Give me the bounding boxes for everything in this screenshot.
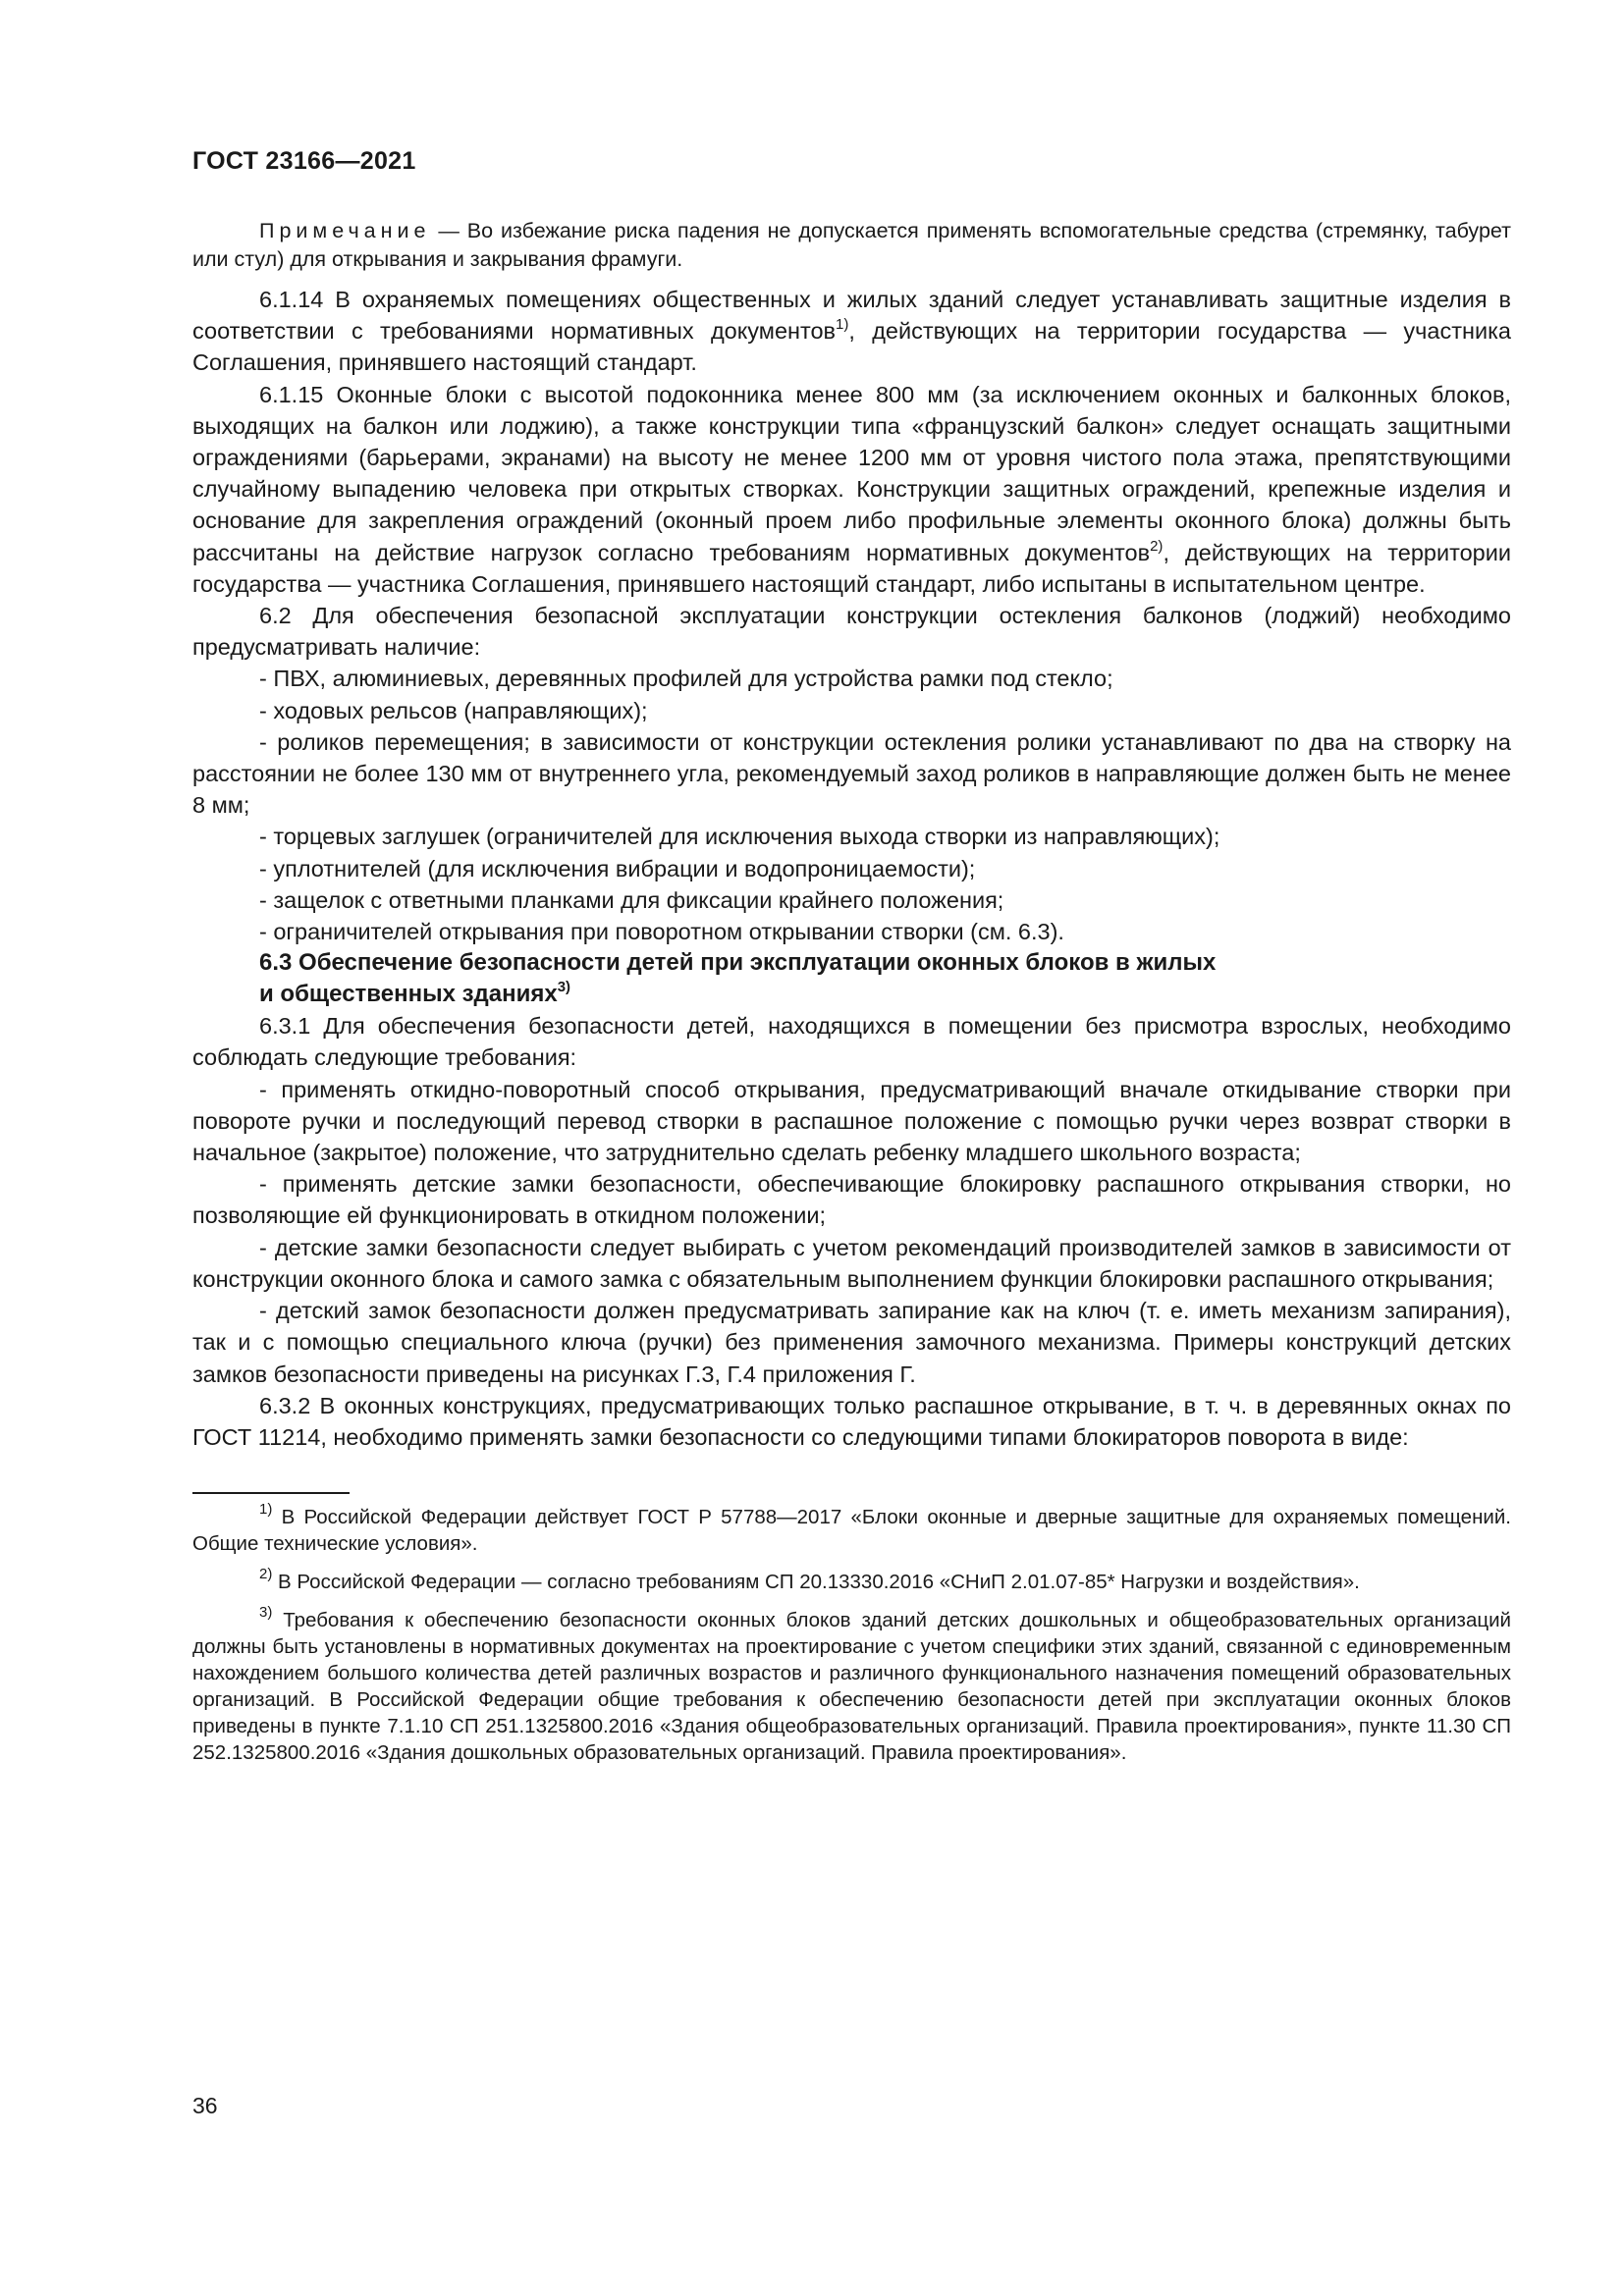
footnote-divider <box>192 1492 350 1494</box>
list-item: - детские замки безопасности следует выбирать с учетом рекомендаций производителей замков в зависимости от конструкции оконного блока и самого замка с обязательным выполнением функции блокировки распашного открывания; <box>192 1234 1511 1292</box>
section-heading-6-3 <box>192 947 1511 1010</box>
paragraph-6-1-15-text-end: , действующих на территории государства — участника Соглашения, принявшего настоящий стандарт, либо испытаны в испытательном центре. <box>192 539 1512 597</box>
list-item: - ПВХ, алюминиевых, деревянных профилей для устройства рамки под стекло; <box>259 666 1113 692</box>
paragraph-6-1-14-text-end: , действующих на территории государства — участника Соглашения, принявшего настоящий стандарт. <box>192 318 1511 376</box>
footnote-3 <box>192 1604 1511 1766</box>
paragraph-6-3-2: 6.3.2 В оконных конструкциях, предусматривающих только распашное открывание, в т. ч. в деревянных окнах по ГОСТ 11214, необходимо применять замки безопасности со следующими типами блокираторов поворота в виде: <box>192 1392 1511 1450</box>
paragraph-6-1-14-text: 6.1.14 В охраняемых помещениях общественных и жилых зданий следует устанавливать защитные изделия в соответствии с требованиями нормативных документов <box>192 287 1511 345</box>
footnote-mark: 2) <box>259 1566 273 1583</box>
paragraph-6-1-15 <box>192 379 1511 600</box>
list-item: - применять откидно-поворотный способ открывания, предусматривающий вначале откидывание створки при повороте ручки и последующий перевод створки в распашное положение с помощью ручки через возврат створки в начальное (закрытое) положение, что затруднительно сделать ребенку младшего школьного возраста; <box>192 1076 1511 1166</box>
page-number: 36 <box>192 2093 218 2118</box>
footnote-mark: 1) <box>259 1501 273 1519</box>
footnote-mark: 3) <box>259 1604 273 1622</box>
list-item: - торцевых заглушек (ограничителей для исключения выхода створки из направляющих); <box>259 824 1220 850</box>
list-item: - роликов перемещения; в зависимости от конструкции остекления ролики устанавливают по два на створку на расстоянии не более 130 мм от внутреннего угла, рекомендуемый заход роликов в направляющие должен быть не менее 8 мм; <box>192 728 1511 819</box>
footnote-2 <box>192 1566 1511 1595</box>
paragraph-6-1-15-text: 6.1.15 Оконные блоки с высотой подоконника менее 800 мм (за исключением оконных и балконных блоков, выходящих на балкон или лоджию), а также конструкции типа «французский балкон» следует оснащать защитными ограждениями (барьерами, экранами) на высоту не менее 1200 мм от уровня чистого пола этажа, препятствующими случайному выпадению человека при открытых створках. Конструкции защитных ограждений, крепежные изделия и основание для закрепления ограждений (оконный проем либо профильные элементы оконного блока) должны быть рассчитаны на действие нагрузок согласно требованиям нормативных документов <box>192 381 1511 565</box>
footnote-ref-1: 1) <box>836 316 849 334</box>
list-item: - детский замок безопасности должен предусматривать запирание как на ключ (т. е. иметь механизм запирания), так и с помощью специального ключа (ручки) без применения замочного механизма. Примеры конструкций детских замков безопасности приведены на рисунках Г.3, Г.4 приложения Г. <box>192 1298 1511 1387</box>
list-item: - применять детские замки безопасности, обеспечивающие блокировку распашного открывания створки, но позволяющие ей функционировать в откидном положении; <box>192 1171 1511 1229</box>
footnote-text: В Российской Федерации действует ГОСТ Р 57788—2017 «Блоки оконные и дверные защитные для охраняемых помещений. Общие технические условия». <box>192 1506 1511 1556</box>
footnote-ref-3: 3) <box>557 979 571 996</box>
note-paragraph <box>192 217 1511 274</box>
footnote-text: В Российской Федерации — согласно требованиям СП 20.13330.2016 «СНиП 2.01.07-85* Нагрузки и воздействия». <box>272 1571 1360 1594</box>
footnotes <box>192 1501 1511 1766</box>
list-item: - уплотнителей (для исключения вибрации и водопроницаемости); <box>259 855 976 881</box>
document-body <box>192 217 1511 1453</box>
footnote-1 <box>192 1501 1511 1557</box>
note-label: Примечание <box>259 219 431 242</box>
document-page <box>192 147 1511 1778</box>
section-heading-line-1: 6.3 Обеспечение безопасности детей при эксплуатации оконных блоков в жилых <box>259 949 1217 977</box>
footnote-ref-2: 2) <box>1150 537 1164 555</box>
list-item: - защелок с ответными планками для фиксации крайнего положения; <box>259 886 1004 913</box>
paragraph-6-1-14 <box>192 284 1511 379</box>
list-item: - ограничителей открывания при поворотном открывании створки (см. 6.3). <box>259 919 1064 945</box>
paragraph-6-3-1: 6.3.1 Для обеспечения безопасности детей, находящихся в помещении без присмотра взрослых, необходимо соблюдать следующие требования: <box>192 1013 1511 1071</box>
note-text: — Во избежание риска падения не допускается применять вспомогательные средства (стремянку, табурет или стул) для открывания и закрывания фрамуги. <box>192 219 1511 271</box>
document-header: ГОСТ 23166—2021 <box>192 147 416 175</box>
section-heading-line-2: и общественных зданиях <box>259 981 558 1008</box>
list-item: - ходовых рельсов (направляющих); <box>259 697 648 723</box>
footnote-text: Требования к обеспечению безопасности оконных блоков зданий детских дошкольных и общеобразовательных организаций должны быть установлены в нормативных документах на проектирование с учетом специфики этих зданий, связанной с единовременным нахождением большого количества детей различных возрастов и различного функционального назначения помещений образовательных организаций. В Российской Федерации общие требования к обеспечению безопасности детей при эксплуатации оконных блоков приведены в пункте 7.1.10 СП 251.1325800.2016 «Здания общеобразовательных организаций. Правила проектирования», пункте 11.30 СП 252.1325800.2016 «Здания дошкольных образовательных организаций. Правила проектирования». <box>192 1609 1511 1765</box>
paragraph-6-2: 6.2 Для обеспечения безопасной эксплуатации конструкции остекления балконов (лоджий) необходимо предусматривать наличие: <box>192 603 1511 661</box>
